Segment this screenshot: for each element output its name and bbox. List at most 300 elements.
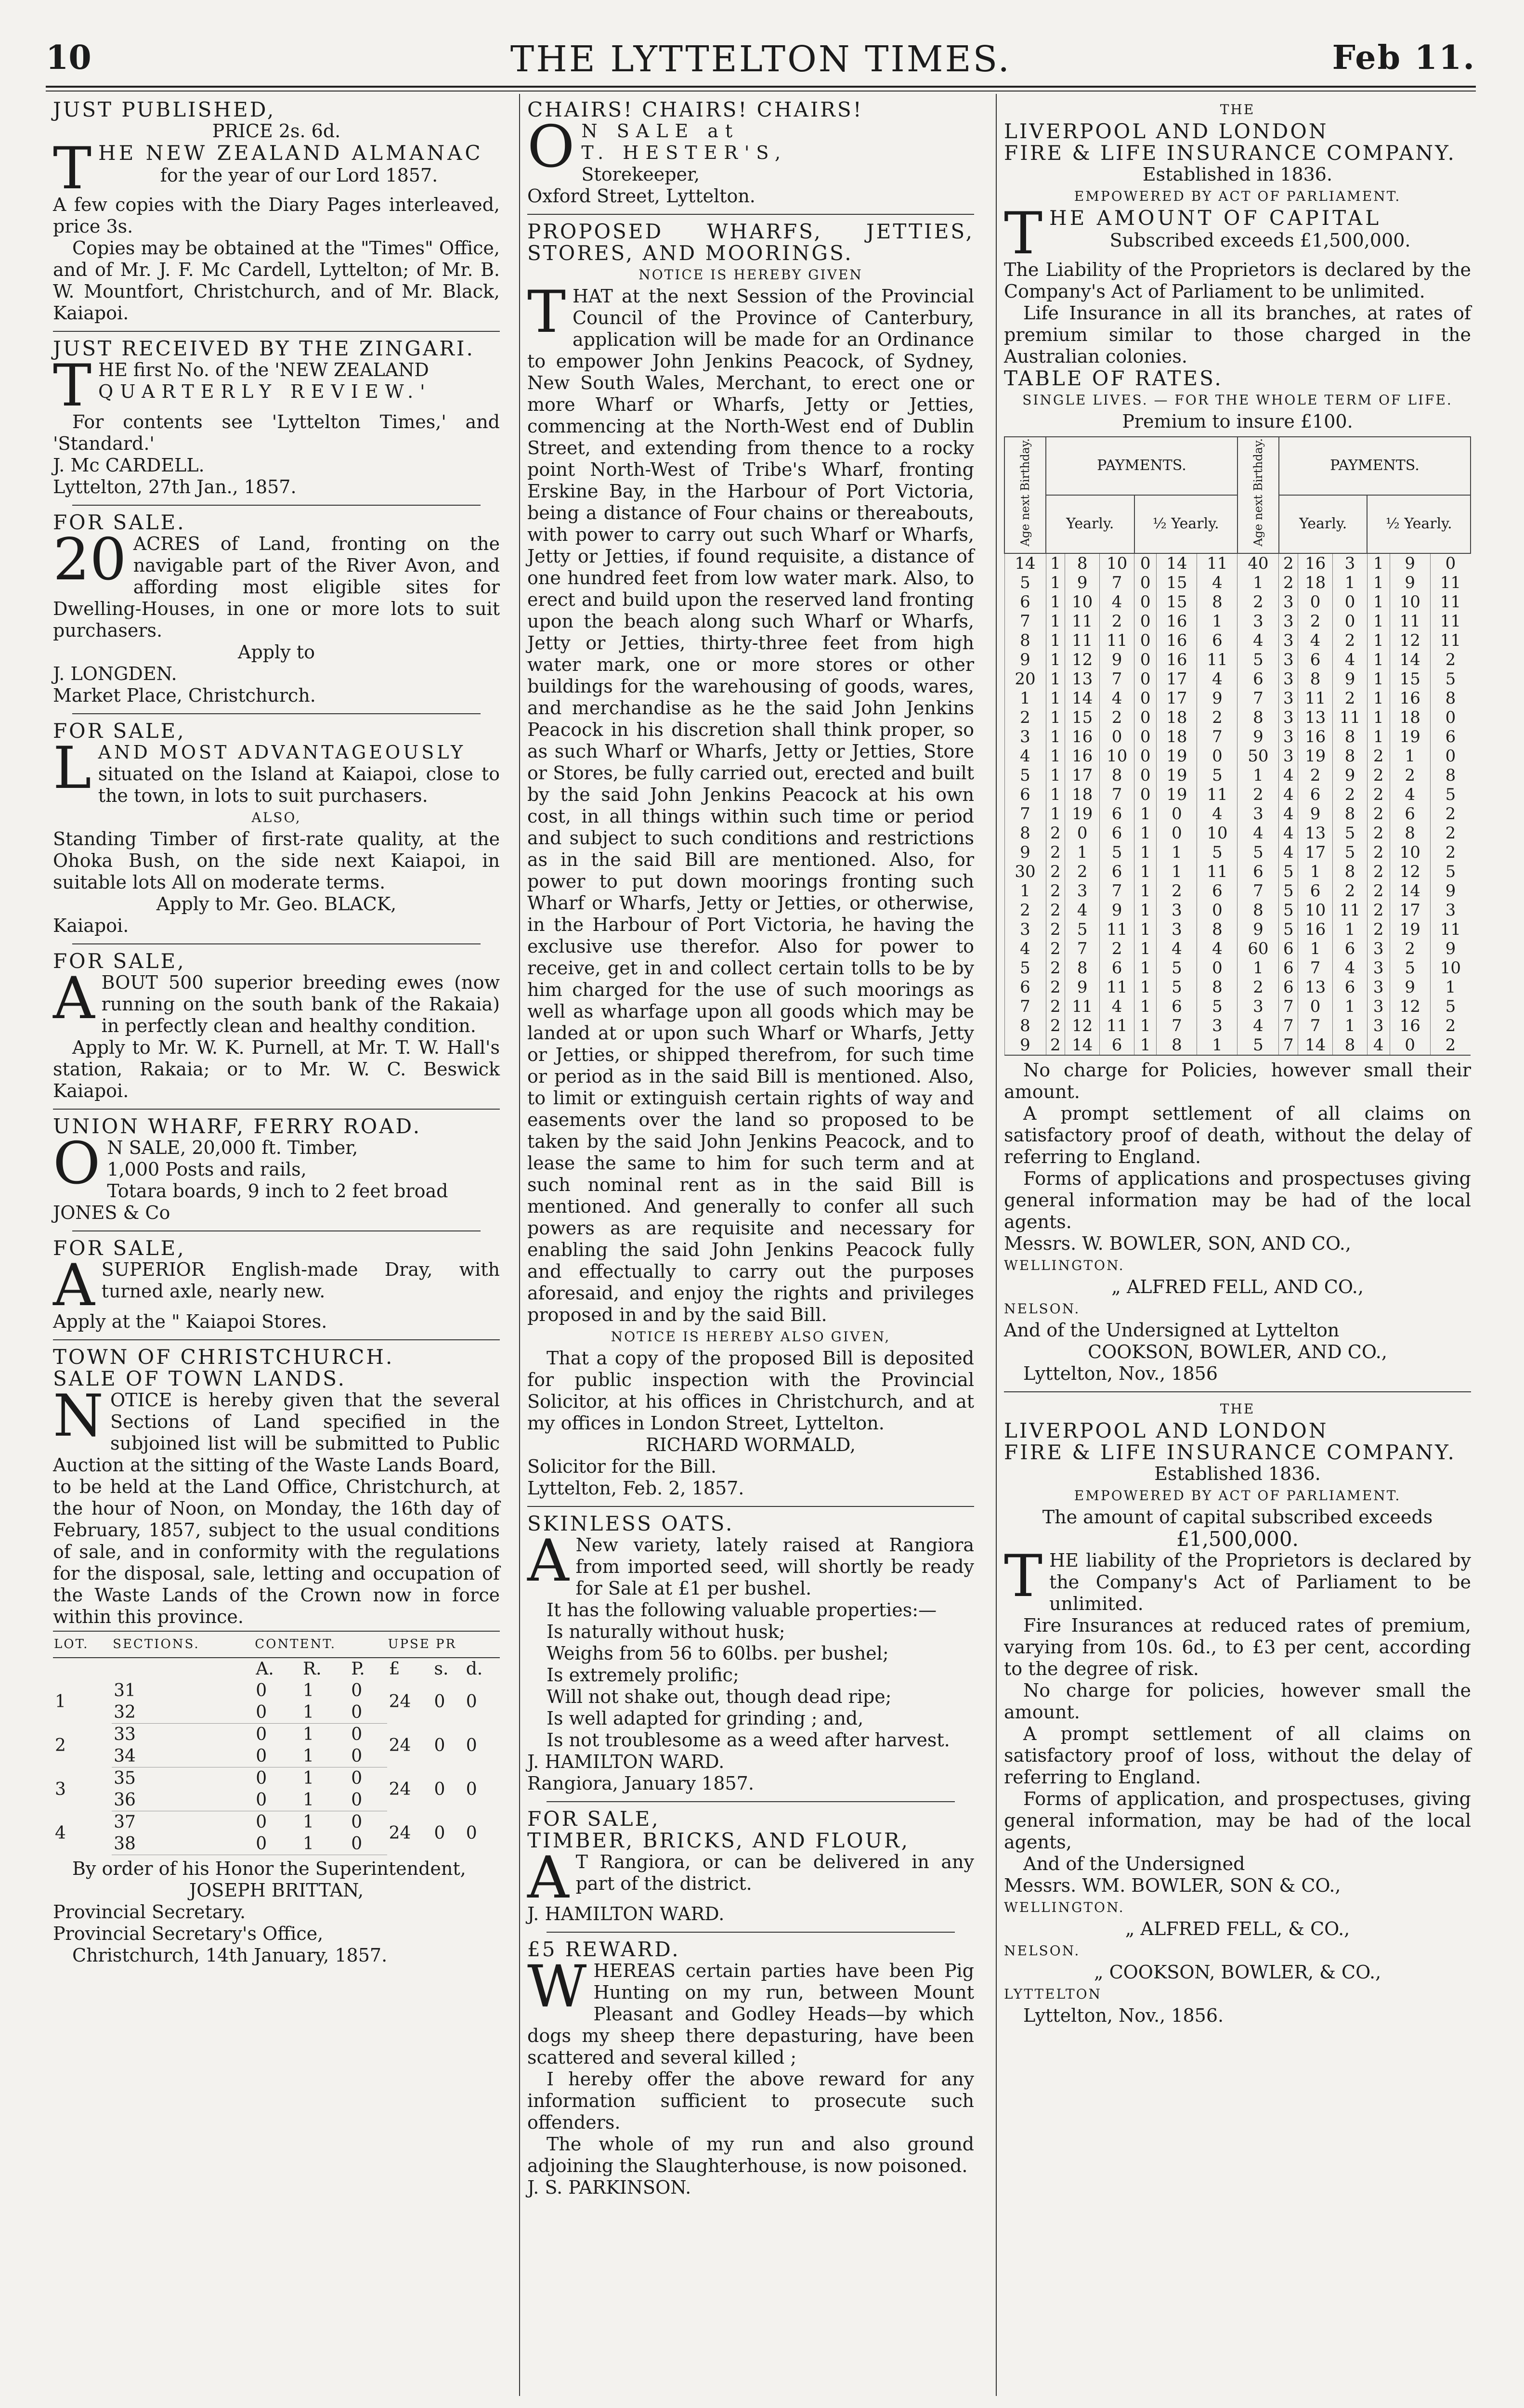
- rates-cell: 1: [1237, 766, 1279, 785]
- rates-cell: 60: [1237, 939, 1279, 958]
- rates-cell: 6: [1157, 997, 1197, 1016]
- rates-cell: 8: [1004, 631, 1046, 650]
- rates-cell: 4: [1237, 824, 1279, 843]
- rates-cell: 5: [1237, 843, 1279, 862]
- rates-cell: 2: [1367, 804, 1390, 824]
- rates-row: [1004, 1035, 1471, 1055]
- rates-cell: 4: [1333, 650, 1368, 669]
- rates-cell: 6: [1197, 881, 1237, 901]
- rates-cell: 2: [1430, 824, 1471, 843]
- rates-cell: 14: [1065, 689, 1100, 708]
- rates-premium: Premium to insure £100.: [1122, 411, 1353, 432]
- ad-date: Lyttelton, Nov., 1856: [1023, 1362, 1218, 1384]
- rates-cell: 5: [1430, 669, 1471, 689]
- rates-cell: 2: [1046, 1035, 1065, 1055]
- rates-cell: 2: [1100, 939, 1134, 958]
- rates-cell: 2: [1333, 881, 1368, 901]
- rates-cell: 11: [1333, 708, 1368, 727]
- rates-cell: 1: [1134, 843, 1157, 862]
- ad-text: situated on the Island at Kaiapoi, close to the town, in lots to suit purchasers.: [98, 763, 500, 806]
- insurance-advert-2: [1004, 1398, 1471, 2027]
- rates-cell: 1: [1046, 804, 1065, 824]
- rates-cell: 5: [1157, 978, 1197, 997]
- lot-content: 1: [303, 1812, 314, 1832]
- rates-cell: 18: [1157, 727, 1197, 746]
- lot-section: 38: [112, 1833, 254, 1855]
- rates-cell: 1: [1367, 553, 1390, 573]
- rates-cell: 2: [1367, 901, 1390, 920]
- ad-text: OTICE is hereby given that the several Sections of Land specified in the subjoined list will be submitted to Public Auction at the sitting of the Waste Lands Board, to be held at the Land Office, Christchurch, at the hour of Noon, on Monday, the 16th day of February, 1857, subject to the usual conditions of sale, and in conformity with the regulations for the disposal, sale, letting and occupation of the Waste Lands of the Crown now in force within this province.: [53, 1389, 500, 1627]
- ad-text: A few copies with the Diary Pages interleaved, price 3s.: [53, 194, 500, 237]
- col-header: Age next Birthday.: [1018, 438, 1032, 547]
- rates-cell: 6: [1237, 669, 1279, 689]
- col-header: Yearly.: [1279, 495, 1368, 553]
- rates-cell: 0: [1134, 669, 1157, 689]
- rates-row: [1004, 978, 1471, 997]
- rates-cell: 4: [1197, 939, 1237, 958]
- rates-cell: 2: [1046, 843, 1065, 862]
- rates-cell: 2: [1367, 862, 1390, 881]
- rates-cell: 5: [1333, 824, 1368, 843]
- rates-cell: 8: [1197, 978, 1237, 997]
- ad-heading2: FIRE & LIFE INSURANCE COMPANY.: [1004, 141, 1456, 165]
- rates-cell: 7: [1279, 997, 1298, 1016]
- ad-heading: JUST PUBLISHED,: [53, 98, 276, 121]
- lot-price: 24: [389, 1691, 411, 1712]
- separator: [527, 214, 974, 215]
- rates-cell: 4: [1279, 804, 1298, 824]
- rates-cell: 1: [1197, 1035, 1237, 1055]
- rates-cell: 19: [1157, 746, 1197, 766]
- agent-line: Messrs. WM. BOWLER, SON & CO.,: [1004, 1874, 1341, 1896]
- rates-cell: 10: [1390, 592, 1430, 612]
- rates-cell: 0: [1197, 746, 1237, 766]
- col-header: PAYMENTS.: [1279, 437, 1471, 495]
- oats-advert: [527, 1513, 974, 1794]
- separator: [547, 1801, 955, 1802]
- rates-cell: 15: [1065, 708, 1100, 727]
- rates-cell: 0: [1430, 708, 1471, 727]
- rates-cell: 5: [1430, 785, 1471, 804]
- rates-cell: 14: [1065, 1035, 1100, 1055]
- lot-price: 0: [466, 1779, 477, 1799]
- rates-cell: 1: [1367, 689, 1390, 708]
- rates-cell: 3: [1065, 881, 1100, 901]
- rates-cell: 9: [1004, 843, 1046, 862]
- reward-advert: [527, 1938, 974, 2199]
- ad-empowered: EMPOWERED BY ACT OF PARLIAMENT.: [1074, 188, 1401, 204]
- rates-cell: 5: [1279, 862, 1298, 881]
- drop-cap: N: [53, 1383, 104, 1450]
- ad-order: By order of his Honor the Superintendent,: [72, 1858, 466, 1879]
- ad-text: No charge for Policies, however small their amount.: [1004, 1059, 1471, 1102]
- rates-cell: 5: [1237, 1035, 1279, 1055]
- ad-text: HAT at the next Session of the Provincial Council of the Province of Canterbury, application will be made for an Ordinance to empower John Jenkins Peacock, of Sydney, New South Wales, Merchant, to erect one or more Wharf or Wharfs, Jetty or Jetties, commencing at the North-West end of Dublin Street, and extending from thence to a rocky point North-West of Tribe's Wharf, fronting Erskine Bay, in the Harbour of Port Victoria, being a distance of Four chains or thereabouts, with power to carry out such Wharf or Wharfs, Jetty or Jetties, if found requisite, a distance of one hundred feet from low water mark. Also, to erect and build upon the reserved land fronting upon the beach along such Wharf or Wharfs, Jetty or Jetties, thirty-three feet from high water mark, one or more stores or other buildings for the warehousing of goods, wares, and merchandise as he the said John Jenkins Peacock in his discretion shall think proper, so as such Wharf or Wharfs, Jetty or Jetties, Store or Stores, be fully carried out, erected and built by the said John Jenkins Peacock at his own cost, in all things within such time or period and subject to such conditions and restrictions as in the said Bill are mentioned. Also, for power to put down moorings fronting such Wharf or Wharfs, Jetty or Jetties, or otherwise, in the Harbour of Port Victoria, he having the exclusive use therefor. Also for power to receive, get in and collect certain tolls to be by him charged for the use of such moorings as well as wharfage upon all goods which may be landed at or upon such Wharf or Wharfs, Jetty or Jetties, or shipped therefrom, for such time or period as in the said Bill is mentioned. Also, to limit or extinguish certain rights of way and easements over the land so proposed to be taken by the said John Jenkins Peacock, and to lease the same to him for such term and at such nominal rent as in the said Bill is mentioned. And generally to confer all such powers as are requisite and necessary for enabling the said John Jenkins Peacock fully and effectually to carry out the purposes aforesaid, and enjoy the rights and privileges proposed in and by the said Bill.: [527, 286, 974, 1325]
- rates-cell: 18: [1390, 708, 1430, 727]
- rates-cell: 2: [1237, 592, 1279, 612]
- rates-cell: 2: [1004, 708, 1046, 727]
- zingari-advert: [53, 338, 500, 498]
- lot-content: 0: [349, 1745, 387, 1767]
- lot-row: [53, 1680, 500, 1701]
- rates-row: [1004, 1016, 1471, 1035]
- rates-cell: 18: [1065, 785, 1100, 804]
- agent-place: WELLINGTON.: [1004, 1257, 1125, 1273]
- rates-cell: 2: [1367, 881, 1390, 901]
- rates-cell: 1: [1367, 631, 1390, 650]
- rates-cell: 11: [1197, 785, 1237, 804]
- drop-cap: O: [53, 1130, 101, 1197]
- rates-cell: 17: [1298, 843, 1333, 862]
- lot-price: 0: [434, 1691, 445, 1712]
- rates-cell: 2: [1100, 612, 1134, 631]
- chairs-advert: [527, 99, 974, 207]
- rates-cell: 6: [1333, 939, 1368, 958]
- rates-cell: 8: [1430, 766, 1471, 785]
- rates-cell: 19: [1298, 746, 1333, 766]
- agent-place: LYTTELTON: [1004, 1986, 1102, 2002]
- col-header: ½ Yearly.: [1367, 495, 1471, 553]
- rates-cell: 9: [1430, 881, 1471, 901]
- drop-cap: O: [527, 114, 575, 181]
- rates-cell: 17: [1157, 669, 1197, 689]
- ad-text: Forms of application, and prospectuses, giving general information, may be had of the local agents,: [1004, 1788, 1471, 1853]
- rates-cell: 11: [1197, 553, 1237, 573]
- rates-cell: 6: [1100, 824, 1134, 843]
- rates-cell: 4: [1004, 746, 1046, 766]
- rates-cell: 2: [1367, 766, 1390, 785]
- lot-content: 1: [301, 1701, 349, 1724]
- rates-cell: 1: [1367, 669, 1390, 689]
- rates-cell: 1: [1197, 612, 1237, 631]
- rates-cell: 1: [1367, 573, 1390, 592]
- rates-cell: 1: [1134, 881, 1157, 901]
- rates-cell: 8: [1430, 689, 1471, 708]
- rates-cell: 1: [1065, 843, 1100, 862]
- rates-cell: 3: [1279, 650, 1298, 669]
- ad-text: New variety, lately raised at Rangiora from imported seed, will shortly be ready for Sale at £1 per bushel.: [575, 1534, 974, 1599]
- rates-cell: 2: [1065, 862, 1100, 881]
- rates-cell: 3: [1279, 727, 1298, 746]
- ad-line: T. HESTER'S,: [581, 142, 788, 163]
- rates-cell: 5: [1197, 766, 1237, 785]
- ad-signature: RICHARD WORMALD,: [645, 1434, 856, 1455]
- rates-cell: 6: [1333, 978, 1368, 997]
- column-divider-2: [996, 94, 997, 2396]
- rates-cell: 8: [1333, 862, 1368, 881]
- rates-cell: 9: [1004, 650, 1046, 669]
- rates-cell: 0: [1333, 592, 1368, 612]
- rates-cell: 1: [1157, 862, 1197, 881]
- rates-cell: 3: [1004, 920, 1046, 939]
- rates-cell: 2: [1298, 612, 1333, 631]
- rates-cell: 12: [1390, 862, 1430, 881]
- rates-cell: 0: [1197, 901, 1237, 920]
- ad-text: Life Insurance in all its branches, at rates of premium similar to those charged in the Australian colonies.: [1004, 302, 1471, 367]
- acres-advert: [53, 511, 500, 707]
- rates-cell: 1: [1333, 1016, 1368, 1035]
- lot-price: 0: [466, 1691, 477, 1712]
- ad-signature: J. LONGDEN.: [53, 663, 177, 684]
- lot-content: 0: [351, 1768, 363, 1788]
- rates-row: [1004, 881, 1471, 901]
- rates-cell: 2: [1046, 997, 1065, 1016]
- rates-cell: 6: [1298, 650, 1333, 669]
- rates-row: [1004, 824, 1471, 843]
- rates-cell: 1: [1046, 650, 1065, 669]
- rates-cell: 2: [1237, 978, 1279, 997]
- rates-cell: 30: [1004, 862, 1046, 881]
- rates-cell: 4: [1065, 901, 1100, 920]
- rates-cell: 1: [1367, 727, 1390, 746]
- lot-content: 0: [349, 1833, 387, 1855]
- rates-row: [1004, 958, 1471, 978]
- rates-cell: 2: [1100, 708, 1134, 727]
- rates-cell: 5: [1390, 958, 1430, 978]
- rates-cell: 5: [1197, 997, 1237, 1016]
- rates-cell: 1: [1134, 1035, 1157, 1055]
- rates-cell: 11: [1100, 978, 1134, 997]
- rates-cell: 5: [1430, 997, 1471, 1016]
- rates-row: [1004, 631, 1471, 650]
- rates-cell: 5: [1279, 920, 1298, 939]
- rates-row: [1004, 592, 1471, 612]
- rates-cell: 2: [1279, 573, 1298, 592]
- lot-price: 0: [466, 1823, 477, 1843]
- drop-cap: A: [53, 1252, 95, 1319]
- rates-subtitle: SINGLE LIVES. — FOR THE WHOLE TERM OF LIFE.: [1022, 392, 1453, 408]
- ad-heading: FOR SALE,: [53, 1236, 186, 1260]
- rates-cell: 2: [1430, 804, 1471, 824]
- column-1: [53, 99, 500, 1973]
- separator: [53, 331, 500, 332]
- rates-cell: 4: [1100, 997, 1134, 1016]
- page-header: [46, 39, 1476, 82]
- rates-row: [1004, 785, 1471, 804]
- rates-cell: 0: [1134, 631, 1157, 650]
- rates-cell: 3: [1279, 612, 1298, 631]
- lot-price: 0: [434, 1779, 445, 1799]
- rates-cell: 7: [1004, 804, 1046, 824]
- rates-cell: 10: [1100, 553, 1134, 573]
- lot-content: 0: [256, 1725, 267, 1744]
- rates-cell: 8: [1333, 804, 1368, 824]
- rates-cell: 2: [1046, 862, 1065, 881]
- ad-capital: The amount of capital subscribed exceeds: [1042, 1506, 1433, 1528]
- rates-cell: 0: [1390, 1035, 1430, 1055]
- ad-line: Storekeeper,: [581, 164, 700, 185]
- rates-cell: 3: [1279, 708, 1298, 727]
- agent-line: COOKSON, BOWLER, AND CO.,: [1088, 1341, 1387, 1362]
- rates-row: [1004, 669, 1471, 689]
- rates-cell: 0: [1134, 612, 1157, 631]
- drop-cap: L: [53, 735, 91, 802]
- ad-apply: Apply to Mr. Geo. BLACK,: [156, 893, 397, 915]
- rates-cell: 13: [1065, 669, 1100, 689]
- rates-cell: 12: [1065, 1016, 1100, 1035]
- rates-cell: 3: [1197, 1016, 1237, 1035]
- rates-cell: 7: [1100, 881, 1134, 901]
- unit-label: P.: [351, 1659, 365, 1679]
- rates-cell: 0: [1333, 612, 1368, 631]
- rates-cell: 3: [1279, 669, 1298, 689]
- col-header: Age next Birthday.: [1251, 438, 1265, 547]
- rates-cell: 16: [1390, 689, 1430, 708]
- rates-cell: 4: [1333, 958, 1368, 978]
- rates-cell: 3: [1430, 901, 1471, 920]
- rates-cell: 16: [1157, 631, 1197, 650]
- rates-cell: 6: [1100, 862, 1134, 881]
- rates-cell: 1: [1430, 978, 1471, 997]
- rates-cell: 19: [1065, 804, 1100, 824]
- rates-cell: 7: [1100, 669, 1134, 689]
- rates-cell: 3: [1367, 978, 1390, 997]
- rates-cell: 1: [1134, 939, 1157, 958]
- ad-signature: J. HAMILTON WARD.: [527, 1751, 725, 1772]
- lot-section: 35: [114, 1768, 136, 1788]
- rates-cell: 1: [1367, 612, 1390, 631]
- rates-cell: 1: [1004, 881, 1046, 901]
- lot-price: 24: [389, 1823, 411, 1843]
- separator: [53, 1339, 500, 1340]
- rates-cell: 8: [1298, 669, 1333, 689]
- rates-cell: 4: [1279, 824, 1298, 843]
- rates-cell: 1: [1046, 689, 1065, 708]
- rates-cell: 0: [1065, 824, 1100, 843]
- ad-amount: £1,500,000.: [1176, 1527, 1299, 1551]
- lot-price: 0: [466, 1735, 477, 1755]
- ad-date: Rangiora, January 1857.: [527, 1773, 754, 1794]
- ad-sig-title: Solicitor for the Bill.: [527, 1456, 717, 1477]
- ad-line: HE first No. of the 'NEW ZEALAND: [98, 359, 429, 380]
- rates-cell: 2: [1279, 553, 1298, 573]
- rates-cell: 5: [1279, 881, 1298, 901]
- ad-heading: FOR SALE.: [53, 510, 186, 534]
- rates-cell: 4: [1157, 939, 1197, 958]
- rates-cell: 8: [1237, 708, 1279, 727]
- rates-cell: 12: [1390, 631, 1430, 650]
- rates-cell: 4: [1390, 785, 1430, 804]
- rates-cell: 12: [1065, 650, 1100, 669]
- rates-cell: 6: [1197, 631, 1237, 650]
- rates-cell: 10: [1390, 843, 1430, 862]
- lot-content: 0: [349, 1789, 387, 1811]
- rates-row: [1004, 573, 1471, 592]
- wharves-advert: [527, 221, 974, 1499]
- lot-number: 3: [55, 1779, 66, 1799]
- timber-advert: [527, 1808, 974, 1925]
- rates-row: [1004, 862, 1471, 881]
- rates-cell: 3: [1367, 997, 1390, 1016]
- rates-cell: 17: [1157, 689, 1197, 708]
- drop-cap: T: [1004, 1543, 1043, 1610]
- separator: [72, 505, 481, 506]
- ad-place: Kaiapoi.: [53, 915, 129, 936]
- oat-property: Is extremely prolific;: [547, 1664, 739, 1686]
- ad-text: Forms of applications and prospectuses giving general information may be had of the local agents.: [1004, 1167, 1471, 1232]
- ad-notice: NOTICE IS HEREBY GIVEN: [638, 267, 863, 283]
- ad-heading: CHAIRS! CHAIRS! CHAIRS!: [527, 98, 863, 121]
- rates-cell: 0: [1298, 592, 1333, 612]
- rates-cell: 9: [1333, 766, 1368, 785]
- agent-line: „ ALFRED FELL, AND CO.,: [1111, 1276, 1364, 1297]
- lot-content: 0: [254, 1701, 301, 1724]
- col-header: SECTIONS.: [112, 1631, 254, 1658]
- lot-price: 24: [389, 1779, 411, 1799]
- rates-cell: 4: [1279, 785, 1298, 804]
- lots-table: [53, 1631, 500, 1855]
- unit-label: A.: [256, 1659, 274, 1679]
- drop-cap: W: [527, 1953, 587, 2020]
- rates-row: [1004, 650, 1471, 669]
- ad-heading: UNION WHARF, FERRY ROAD.: [53, 1114, 422, 1138]
- ad-text: I hereby offer the above reward for any information sufficient to prosecute such offenders.: [527, 2068, 974, 2133]
- rates-cell: 1: [1046, 612, 1065, 631]
- unit-label: s.: [434, 1659, 449, 1679]
- rates-row: [1004, 804, 1471, 824]
- rates-cell: 2: [1390, 939, 1430, 958]
- separator: [72, 713, 481, 714]
- lot-number: 2: [55, 1735, 66, 1755]
- rates-cell: 6: [1298, 881, 1333, 901]
- rates-cell: 5: [1237, 650, 1279, 669]
- rates-cell: 17: [1065, 766, 1100, 785]
- unit-label: £: [389, 1659, 400, 1679]
- rates-cell: 2: [1367, 824, 1390, 843]
- ad-heading: TOWN OF CHRISTCHURCH.: [53, 1345, 394, 1369]
- ad-line: 1,000 Posts and rails,: [107, 1159, 307, 1180]
- ad-text: That a copy of the proposed Bill is deposited for public inspection with the Provincial Solicitor, at his offices in Christchurch, and at my offices in London Street, Lyttelton.: [527, 1348, 974, 1434]
- rates-cell: 2: [1298, 766, 1333, 785]
- rates-cell: 3: [1157, 920, 1197, 939]
- rates-cell: 11: [1430, 920, 1471, 939]
- rates-row: [1004, 766, 1471, 785]
- rates-cell: 15: [1390, 669, 1430, 689]
- rates-cell: 1: [1134, 997, 1157, 1016]
- col-header: Yearly.: [1046, 495, 1134, 553]
- ad-heading: LIVERPOOL AND LONDON: [1004, 119, 1329, 143]
- rates-cell: 8: [1390, 824, 1430, 843]
- rates-cell: 6: [1279, 958, 1298, 978]
- ad-text: HEREAS certain parties have been Pig Hunting on my run, between Mount Pleasant and Godley Heads—by which dogs my sheep there depasturing, have been scattered and several killed ;: [527, 1960, 974, 2068]
- rates-cell: 3: [1279, 689, 1298, 708]
- rates-cell: 9: [1390, 553, 1430, 573]
- rates-cell: 1: [1333, 997, 1368, 1016]
- drop-cap: 20: [53, 526, 127, 593]
- drop-cap: A: [53, 965, 95, 1032]
- rates-cell: 17: [1390, 901, 1430, 920]
- oat-property: Is well adapted for grinding ; and,: [547, 1708, 864, 1729]
- rates-cell: 9: [1065, 573, 1100, 592]
- ad-title-line2: for the year of our Lord 1857.: [160, 165, 438, 186]
- ad-text: The whole of my run and also ground adjoining the Slaughterhouse, is now poisoned.: [527, 2133, 974, 2176]
- rates-cell: 1: [1046, 553, 1065, 573]
- drop-cap: T: [1004, 200, 1043, 267]
- rates-cell: 2: [1197, 708, 1237, 727]
- rates-cell: 11: [1430, 631, 1471, 650]
- rates-cell: 20: [1004, 669, 1046, 689]
- ad-text: ACRES of Land, fronting on the navigable part of the River Avon, and affording most eligible sites for Dwelling-Houses, in one or more lots to suit purchasers.: [53, 533, 500, 641]
- rates-cell: 16: [1298, 920, 1333, 939]
- rates-cell: 19: [1390, 920, 1430, 939]
- rates-cell: 4: [1004, 939, 1046, 958]
- rates-cell: 8: [1065, 958, 1100, 978]
- rates-cell: 10: [1430, 958, 1471, 978]
- rates-cell: 8: [1333, 1035, 1368, 1055]
- ad-line: AND MOST ADVANTAGEOUSLY: [98, 742, 466, 763]
- rates-cell: 5: [1157, 958, 1197, 978]
- rates-cell: 7: [1279, 1035, 1298, 1055]
